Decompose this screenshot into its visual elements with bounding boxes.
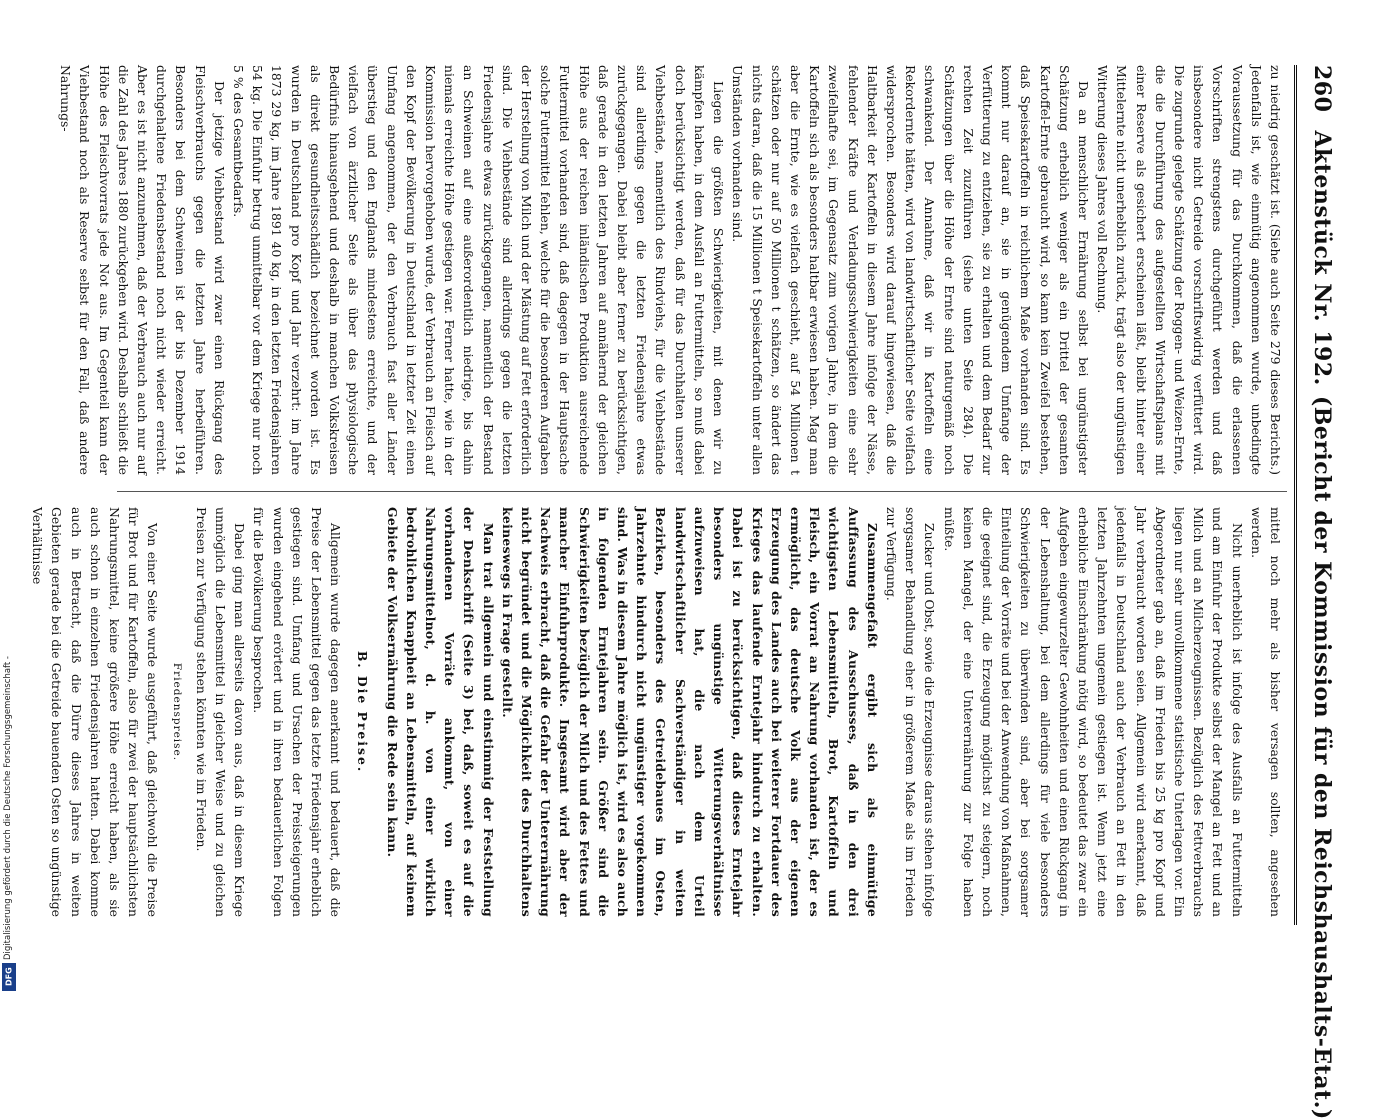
paragraph: Zucker und Obst, sowie die Erzeugnisse daraus stehen infolge sorgsamer Behandlung eher in größerem Maße als im Frieden zur Verfügung. <box>883 507 938 917</box>
paragraph: Nicht unerheblich ist infolge des Ausfalls an Futtermitteln und am Einfuhr der Produkte selbst der Mangel an Fett und an Milch und an Milcherzeugnissen. Bezüglich des Fettverbrauchs liegen nur sehr unvollkommene statistische Unterlagen vor. Ein Abgeordneter gab an, daß im Frieden bis 25 kg pro Kopf und Jahr verbraucht worden seien. Allgemein wird anerkannt, daß jedenfalls in Deutschland auch der Verbrauch an Fett in den letzten Jahrzehnten ungemein gestiegen ist. Wenn jetzt eine erhebliche Einschränkung nötig wird, so bedeutet das zwar ein Aufgeben eingewurzelter Gewohnheiten und einen Rückgang in der Lebenshaltung, bei dem allerdings für viele besonders Schwierigkeiten zu überwinden sind, aber bei sorgsamer Einteilung der Vorräte und bei der Anwendung von Maßnahmen, die geeignet sind, die Erzeugung möglichst zu steigern, noch keinen Mangel, der eine Unterernährung zur Folge haben müßte. <box>941 507 1245 917</box>
dfg-logo-icon: DFG <box>2 963 16 991</box>
paragraph: Da an menschlicher Ernährung selbst bei ungünstigster Schätzung erheblich weniger als ein Drittel der gesamten Kartoffel-Ernte gebraucht wird, so kann kein Zweifel bestehen, daß Speisekartoffeln in reichlichem Maße vorhanden sind. Es kommt nur darauf an, sie in genügendem Umfange der Verfütterung zu entziehen, sie zu erhalten und dem Bedarf zur rechten Zeit zuzuführen (siehe unten Seite 284). Die Schätzungen über die Höhe der Ernte sind naturgemäß noch schwankend. Der Annahme, daß wir in Kartoffeln eine Rekordernte hätten, wird von landwirtschaftlicher Seite vielfach widersprochen. Besonders wird darauf hingewiesen, daß die Haltbarkeit der Kartoffeln in diesem Jahre infolge der Nässe, fehlender Kräfte und Verladungsschwierigkeiten eine sehr zweifelhafte sei, im Gegensatz zum vorigen Jahre, in dem die Kartoffeln sich als besonders haltbar erwiesen haben. Mag man aber die Ernte, wie es vielfach geschieht, auf 54 Millionen t schätzen oder nur auf 50 Millionen t schätzen, so ändert das nichts daran, daß die 15 Millionen t Speisekartoffeln unter allen Umständen vorhanden sind. <box>730 65 1091 475</box>
column-divider <box>117 491 1287 492</box>
rotated-document <box>30 65 1335 1120</box>
running-subtitle: (Bericht der Kommission für den Reichshaushalts-Etat.) <box>1309 395 1335 1120</box>
document-number: Aktenstück Nr. 192. <box>1309 130 1335 386</box>
left-column <box>58 65 1285 475</box>
sub-heading: Friedenspreise. <box>170 662 183 762</box>
paragraph: zu niedrig geschätzt ist. (Siehe auch Seite 279 dieses Berichts.) Jedenfalls ist, wie einmütig angenommen wurde, unbedingte Voraussetzung für das Durchkommen, daß die erlassenen Vorschriften strengstens durchgeführt werden und daß insbesondere nicht Getreide vorschriftswidrig verfüttert wird. Die zugrunde gelegte Schätzung der Roggen- und Weizen-Ernte, die die Durchführung des aufgestellten Wirtschaftsplans mit einer Reserve als gesichert erscheinen läßt, bleibt hinter einer Mittelernte nicht unerheblich zurück, trägt also der ungünstigen Witterung dieses Jahres voll Rechnung. <box>1095 65 1283 475</box>
page-header <box>1294 65 1335 1120</box>
paragraph: Der jetzige Viehbestand wird zwar einen Rückgang des Fleischverbrauchs gegen die letzten Jahre herbeiführen. Besonders bei dem Schweinen ist der bis Dezember 1914 durchgehaltene Friedensbestand noch nicht wieder erreicht. Aber es ist nicht anzunehmen, daß der Verbrauch auch nur auf die Zahl des Jahres 1880 zurückgehen wird. Deshalb schließt die Höhe des Fleischvorrats jede Not aus. Im Gegenteil kann der Viehbestand noch als Reserve selbst für den Fall, daß andere Nahrungs- <box>58 65 227 475</box>
paragraph: Liegen die größten Schwierigkeiten, mit denen wir zu kämpfen haben, in dem Ausfall an Futtermitteln, so muß dabei doch berücksichtigt werden, daß für das Durchhalten unserer Viehbestände, namentlich des Rindviehs, für die Viehbestände sind allerdings gegen die letzten Friedensjahre etwas zurückgegangen. Dabei bleibt aber ferner zu berücksichtigen, daß gerade in den letzten Jahren auf annähernd der gleichen Höhe aus der reichen inländischen Produktion ausreichende Futtermittel vorhanden sind, daß dagegen in der Hauptsache solche Futtermittel fehlen, welche für die besonderen Aufgaben der Herstellung von Milch und der Mästung auf Fett erforderlich sind. Die Viehbestände sind allerdings gegen die letzten Friedensjahre etwas zurückgegangen, namentlich der Bestand an Schweinen auf eine außerordentlich niedrige, bis dahin niemals erreichte Höhe gestiegen war. Ferner hatte, wie in der Kommission hervorgehoben wurde, der Verbrauch an Fleisch auf den Kopf der Bevölkerung in Deutschland in letzter Zeit einen Umfang angenommen, der den Verbrauch fast aller Länder überstieg und den Englands mindestens erreichte, und der vielfach von ärztlicher Seite als über das physiologische Bedürfnis hinausgehend und deshalb in manchen Volkskreisen als direkt gesundheitsschädlich bezeichnet worden ist. Es wurden in Deutschland pro Kopf und Jahr verzehrt: im Jahre 1873 29 kg, im Jahre 1891 40 kg, in den letzten Friedensjahren 54 kg. Die Einfuhr betrug unmittelbar vor dem Kriege nur noch 5 % des Gesamtbedarfs. <box>231 65 727 475</box>
page-number: 260 <box>1309 65 1335 113</box>
paragraph: Allgemein wurde dagegen anerkannt und bedauert, daß die Preise der Lebensmittel gegen das letzte Friedensjahr erheblich gestiegen sind. Umfang und Ursachen der Preissteigerungen wurden eingehend erörtert und in ihren bedauerlichen Folgen für die Bevölkerung besprochen. <box>251 507 344 917</box>
paragraph: Dabei ging man allerseits davon aus, daß in diesem Kriege unmöglich die Lebensmittel in gleicher Weise und zu gleichen Preisen zur Verfügung stehen könnten wie im Frieden. <box>193 507 248 917</box>
section-heading: B. Die Preise. <box>355 650 371 774</box>
summary-paragraph: Zusammengefaßt ergibt sich als einmütige Auffassung des Ausschusses, daß in den drei wichtigsten Lebensmitteln, Brot, Kartoffeln und Fleisch, ein Vorrat an Nahrung vorhanden ist, der es ermöglicht, das deutsche Volk aus der eigenen Erzeugung des Landes auch bei weiterer Fortdauer des Krieges das laufende Erntejahr hindurch zu erhalten. Dabei ist zu berücksichtigen, daß dieses Erntejahr besonders ungünstige Witterungsverhältnisse aufzuweisen hat, die nach dem Urteil landwirtschaftlicher Sachverständiger in weiten Bezirken, besonders des Getreidebaues im Osten, Jahrzehnte hindurch nicht ungünstiger vorgekommen sind. Was in diesem Jahre möglich ist, wird es also auch in folgenden Erntejahren sein. Größer sind die Schwierigkeiten bezüglich der Milch und des Fettes und mancher Einfuhrprodukte. Insgesamt wird aber der Nachweis erbracht, daß die Gefahr der Unterernährung nicht begründet und die Möglichkeit des Durchhaltens keineswegs in Frage gestellt. <box>499 507 880 917</box>
right-column <box>30 507 1285 917</box>
attribution-text: Digitalisierung gefördert durch die Deutsche Forschungsgemeinschaft - <box>3 656 13 960</box>
paragraph: mittel noch mehr als bisher versagen sollten, angesehen werden. <box>1248 507 1283 917</box>
attribution-strip <box>0 0 22 1000</box>
conclusion-paragraph: Man trat allgemein und einstimmig der Feststellung der Denkschrift (Seite 3) bei, daß, soweit es auf die vorhandenen Vorräte ankommt, von einer Nahrungsmittelnot, d. h. von einer wirklich bedrohlichen Knappheit an Lebensmitteln, auf keinem Gebiete der Volksernährung die Rede sein kann. <box>384 507 496 917</box>
paragraph: Von einer Seite wurde ausgeführt, daß gleichwohl die Preise für Brot und für Kartoffeln, also für zwei der hauptsächlichsten Nahrungsmittel, keine größere Höhe erreicht haben, als sie auch schon in einzelnen Friedensjahren hatten. Dabei komme auch in Betracht, daß die Dürre dieses Jahres in weiten Gebieten gerade bei die Getreide bauenden Osten so ungünstige Verhältnisse <box>30 507 161 917</box>
